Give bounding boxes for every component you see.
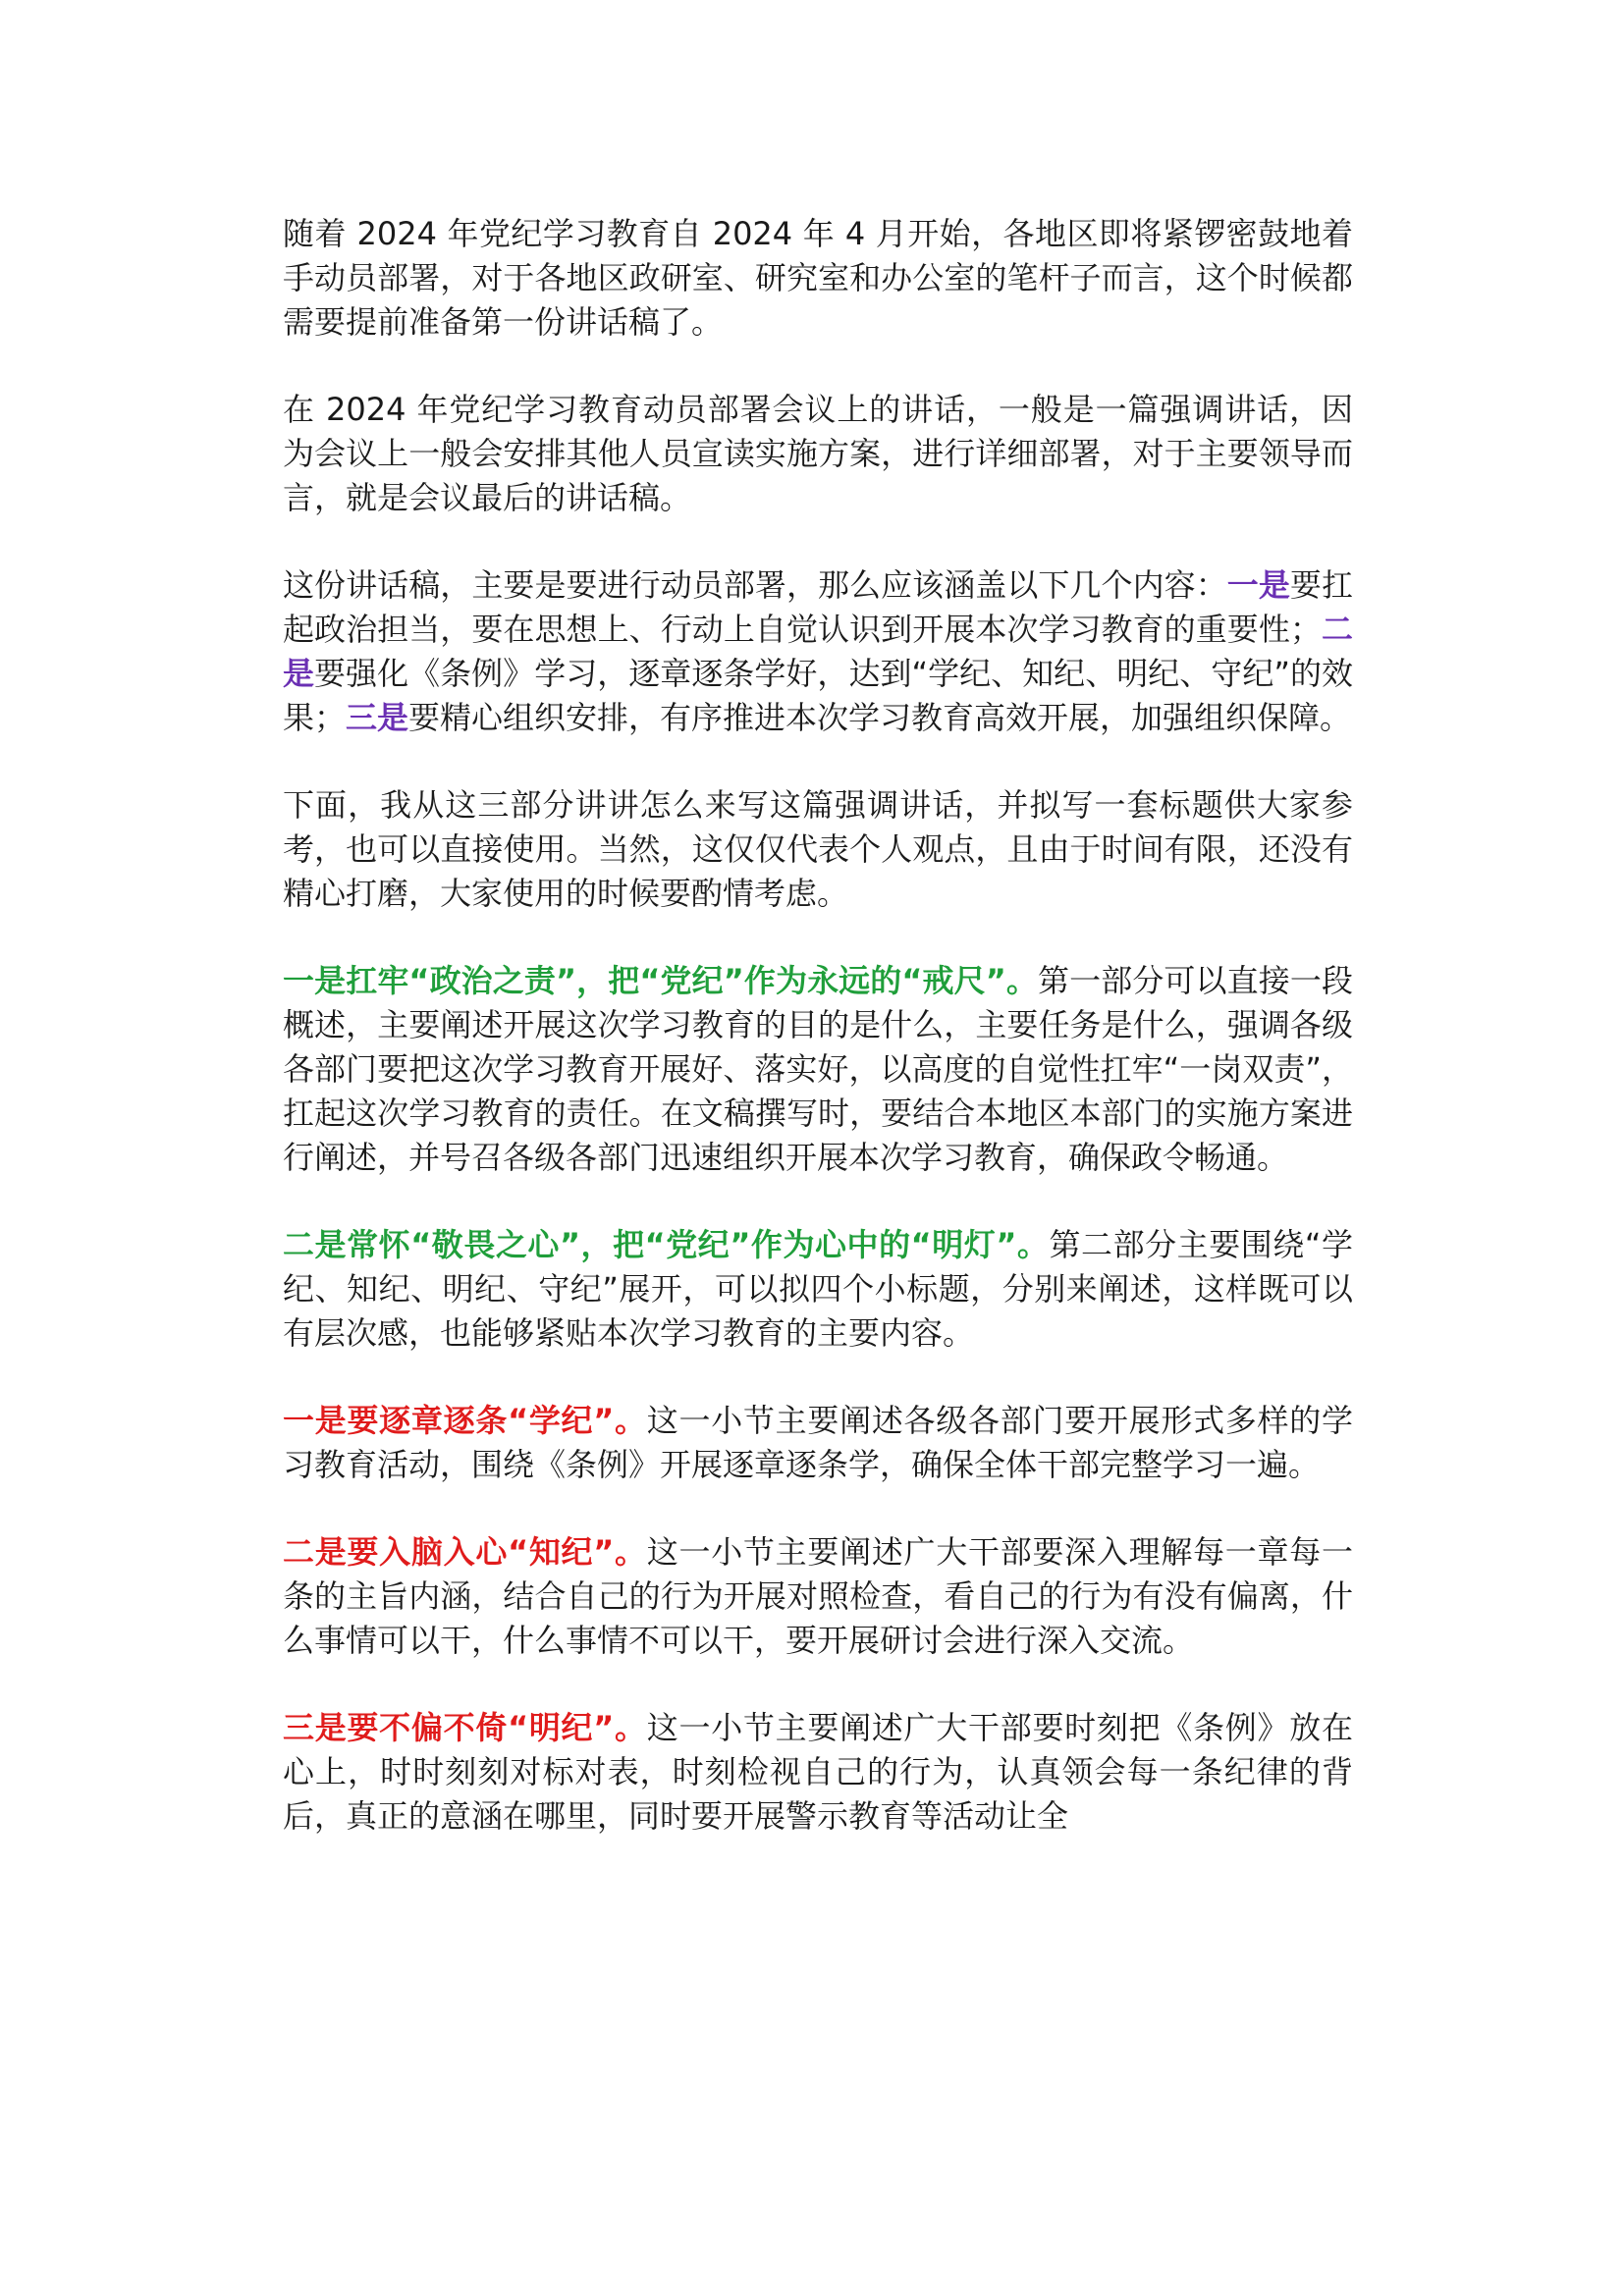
subsection-body-know-rules: 这一小节主要阐述广大干部要深入理解每一章每一条的主旨内涵，结合自己的行为开展对照检查，看自己的行为有没有偏离，什么事情可以干，什么事情不可以干，要开展研讨会进行深入交流。 bbox=[283, 1533, 1353, 1659]
paragraph-outline: 下面，我从这三部分讲讲怎么来写这篇强调讲话，并拟写一套标题供大家参考，也可以直接使用。当然，这仅仅代表个人观点，且由于时间有限，还没有精心打磨，大家使用的时候要酌情考虑。 bbox=[283, 786, 1353, 912]
contents-third: 要精心组织安排，有序推进本次学习教育高效开展，加强组织保障。 bbox=[408, 699, 1352, 736]
subsection-understand-rules bbox=[283, 1706, 1353, 1839]
paragraph-contents bbox=[283, 563, 1353, 740]
contents-first: 要扛起政治担当，要在思想上、行动上自觉认识到开展本次学习教育的重要性； bbox=[283, 566, 1353, 648]
subsection-body-understand-rules: 这一小节主要阐述广大干部要时刻把《条例》放在心上，时时刻刻对标对表，时刻检视自己的行为，认真领会每一条纪律的背后，真正的意涵在哪里，同时要开展警示教育等活动让全 bbox=[283, 1709, 1353, 1835]
subsection-know-rules bbox=[283, 1530, 1353, 1663]
paragraph-speech-type: 在 2024 年党纪学习教育动员部署会议上的讲话，一般是一篇强调讲话，因为会议上一般会安排其他人员宣读实施方案，进行详细部署，对于主要领导而言，就是会议最后的讲话稿。 bbox=[283, 391, 1353, 516]
subsection-body-study-rules: 这一小节主要阐述各级各部门要开展形式多样的学习教育活动，围绕《条例》开展逐章逐条学，确保全体干部完整学习一遍。 bbox=[283, 1402, 1353, 1483]
keyword-second: 二是 bbox=[283, 611, 1353, 692]
section-political-duty bbox=[283, 959, 1353, 1180]
subsection-study-rules bbox=[283, 1399, 1353, 1487]
section-heading-political-duty: 一是扛牢“政治之责”，把“党纪”作为永远的“戒尺”。 bbox=[283, 962, 1038, 999]
subsection-heading-study-rules: 一是要逐章逐条“学纪”。 bbox=[283, 1402, 647, 1439]
contents-second: 要强化《条例》学习，逐章逐条学好，达到“学纪、知纪、明纪、守纪”的效果； bbox=[283, 655, 1353, 736]
document-page bbox=[283, 212, 1353, 1882]
section-heading-reverence: 二是常怀“敬畏之心”，把“党纪”作为心中的“明灯”。 bbox=[283, 1226, 1050, 1263]
paragraph-intro: 随着 2024 年党纪学习教育自 2024 年 4 月开始，各地区即将紧锣密鼓地着手动员部署，对于各地区政研室、研究室和办公室的笔杆子而言，这个时候都需要提前准备第一份讲话稿了。 bbox=[283, 215, 1353, 341]
subsection-heading-understand-rules: 三是要不偏不倚“明纪”。 bbox=[283, 1709, 647, 1746]
keyword-first: 一是 bbox=[1226, 566, 1290, 604]
section-body-political-duty: 第一部分可以直接一段概述，主要阐述开展这次学习教育的目的是什么，主要任务是什么，强调各级各部门要把这次学习教育开展好、落实好，以高度的自觉性扛牢“一岗双责”，扛起这次学习教育的责任。在文稿撰写时，要结合本地区本部门的实施方案进行阐述，并号召各级各部门迅速组织开展本次学习教育，确保政令畅通。 bbox=[283, 962, 1353, 1176]
section-reverence bbox=[283, 1223, 1353, 1356]
keyword-third: 三是 bbox=[346, 699, 409, 736]
section-body-reverence: 第二部分主要围绕“学纪、知纪、明纪、守纪”展开，可以拟四个小标题，分别来阐述，这样既可以有层次感，也能够紧贴本次学习教育的主要内容。 bbox=[283, 1226, 1353, 1352]
subsection-heading-know-rules: 二是要入脑入心“知纪”。 bbox=[283, 1533, 647, 1571]
contents-intro: 这份讲话稿，主要是要进行动员部署，那么应该涵盖以下几个内容： bbox=[283, 566, 1227, 604]
